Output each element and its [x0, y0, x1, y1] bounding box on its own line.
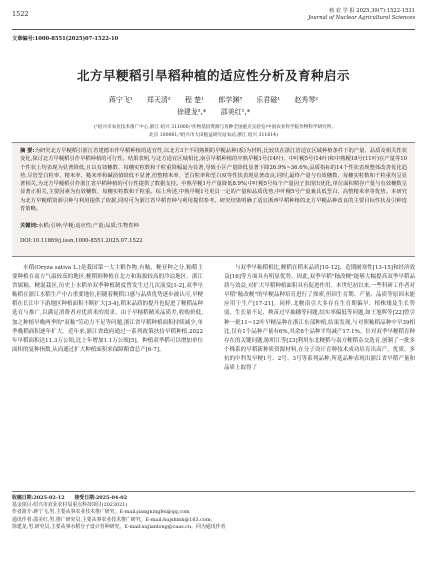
affiliation-line: 北京 100081;³绍兴市大田植益研究站农站,浙江 绍兴 311614)	[149, 132, 278, 138]
keywords	[20, 222, 407, 230]
footnote-corresponding-2: 徐建龙,男,研究员,主要从事水稻分子设计育种研究。E-mail:xujianlong@caas.cn。同为通讯作者	[12, 523, 226, 530]
body-paragraph: 水稻(Oryza sativa L.)是我国第一大主粮作物,有籼、粳亚种之分,籼稻主要种植在南方气温较高的地区,粳稻则种植在北方和海拔较高的冷凉地区。浙江省属籼、粳混栽区,历史上水稻单双季种植制度曾发生过几次演变[1-2],双季早籼稻在浙江水稻生产中占重要地位,但随着粳稻口感与品质优势逐步被认可,早粳稻在长江中下游地区种植面积不断扩大[3-4],稻米品质的提升也促进了粳稻品种选育与推广,以满足消费者对优质米的需求。由于早籼稻精米品质差,收购价低,加之种植早晚两季的"双籼"劳动力不足等问题,浙江省早稻种植面积持续减少,单季晚稻面积逐年扩大。近年来,浙江省政府通过一系列政策扶持早稻种植,2022年早稻面积达11.3万公顷,比上年增加1.1万公顷[5]。种植双季稻可以增加单位面积的复种指数,从而通过扩大种植面积来保障粮食总产[6-7]。	[12, 265, 203, 353]
author: 乐君磁¹	[256, 96, 281, 104]
affiliation-line: (¹绍兴市农业技术推广中心,浙江 绍兴 311000;²作物基因资源与育种全国重点实验室/中国农业科学院作物科学研究所,	[94, 125, 333, 130]
header-rule	[12, 29, 415, 30]
footnote-fund: 基金项目:绍兴市农业农村局重点科技项目(2023021)	[12, 502, 128, 509]
body-column-left	[12, 264, 203, 355]
author: 赵秀琴²	[294, 96, 319, 104]
keywords-text: 水稻;引种;早粳;适应性;产量;品质;生物育种	[38, 223, 139, 229]
abstract-label: 摘 要:	[20, 148, 35, 154]
author-list	[30, 94, 397, 118]
keywords-label: 关键词:	[20, 223, 39, 229]
abstract	[20, 147, 407, 213]
author: 郑天清²	[146, 96, 171, 104]
affiliations	[18, 124, 409, 139]
author: 徐建龙²,*	[176, 108, 207, 116]
author: 程 楚¹	[184, 96, 204, 104]
author: 蒋宁飞¹	[108, 96, 133, 104]
footnote	[12, 495, 415, 531]
page-number: 1522	[12, 10, 29, 18]
abstract-text: 为研究北方早粳稻引浙江省建德市作早稻种植的适宜性,以北方3个不同熟期的早粳品种(系)为材料,比较其在浙江省适宜区域种植条件下的产量、品质及相关性状变化,探讨北方早粳稻引作早稻种植的可行性。结果表明,与北方适宜区域相比,南引早稻种植的中熟早粳1号(14叶)、中叶粳5号(14叶)和中熟粳18号(11叶)在产量等10个性状上均表现为显著降低,且以有效穗数、每穗实粒数和千粒重降幅最为显著,导致小区产量降低显著下降26.9%~36.6%,品质指标的14个性状表现整体改善优化趋势,尽管垩白粒率、精米率、糙米率和碱消值降低不显著,但整精米率、垩白粒率和垩白度等性状表现显著改良;同时,最终产量与有效穗数、每穗实粒数和千粒重均呈显著相关,为北方早粳稻引作浙江省早稻种植的可行性提供了数据支持。中熟早粳1号产量降低8.9%;中叶粳5号每个产量因子表现出优化,单位面积稻谷产量与有效穗数呈显著正相关,主要因素为有效穗数、每穗实粒数和千粒重。综上所述,中熟早粳1号更具一定的产量和品质优势,中叶粳5号产量兼具低垩白、高整精米率等优势。本研究为北方早粳稻资源引种与利用提供了依据,同时可为浙江省早稻育种与利用提供参考。研究结果明确了适宜浙西早稻种植的北方早粳品种改良的主要目标性状及引种选育策略。	[20, 148, 407, 213]
footnote-first-author: 作者简介:蒋宁飞,男,主要从事农业技术推广研究。E-mail:jiangningfei@qq.com	[12, 509, 190, 516]
author: 邵美红¹,*	[220, 108, 251, 116]
journal-name-en: Journal of Nuclear Agricultural Sciences	[308, 15, 415, 21]
article-number: 文章编号:1000-8551(2025)07-1522-10	[12, 36, 119, 42]
footnote-rule	[12, 491, 415, 492]
footnote-dates: 收稿日期:2025-02-12 接受日期:2025-04-02	[12, 495, 128, 501]
doi: DOI:10.11869/j.issn.1000-8551.2025.07.1522	[20, 238, 143, 244]
paper-title: 北方早粳稻引旱稻种植的适应性分析及育种启示	[76, 68, 350, 83]
body-paragraph: 与双季早籼稻相比,粳稻在稻米品质[10-12]、造期耐寒性[13-15]和经济效益[16]等方面具有明显优势。因此,双季早稻"籼改粳"能够大幅提高双季早稻品质与效益,对扩大早稻种植面积具有促进作用。本世纪初以来,一些科研工作者对早稻"籼改粳"的早粳品种培育进行了探索,但因生育期、产量、品质等原因未能应用于生产[17-21]。同样,北粳南引大多存在生育期偏早、植株矮及生长势弱、生长量不足、秧苗过早抽穗等问题,结实率偏低等问题,如王旭晖等[22]曾引种一批11~12叶早粳品种在浙江东部种植,结果发现,与对照籼稻品种中早39相比,仅有1个品种产量有6%,其余8个品种平均减产17.1%。针对双季早粳稻育种存在的关键问题,陈明江等[23]利用东北粳稻与南方粳稻杂交选育,创制了一批多个株系的早稻新种质资源材料,在分子设计育种技术成功培育出高产、优质、多抗的中科发早粳1号、2号、3号等系列品种,所选品种表现出浙江省早稻产量和品质上取得了	[224, 265, 415, 372]
author: 郎学渊³	[218, 96, 243, 104]
footnote-corresponding: 通讯作者:邵美红,男,推广研究员,主要从事农业技术推广研究。E-mail:hujshmh@163.com;	[12, 516, 213, 523]
journal-name-cn: 核 农 学 报 2025,39(7):1522-1531	[328, 8, 415, 14]
journal-header	[308, 8, 415, 22]
body-column-right	[224, 264, 415, 373]
